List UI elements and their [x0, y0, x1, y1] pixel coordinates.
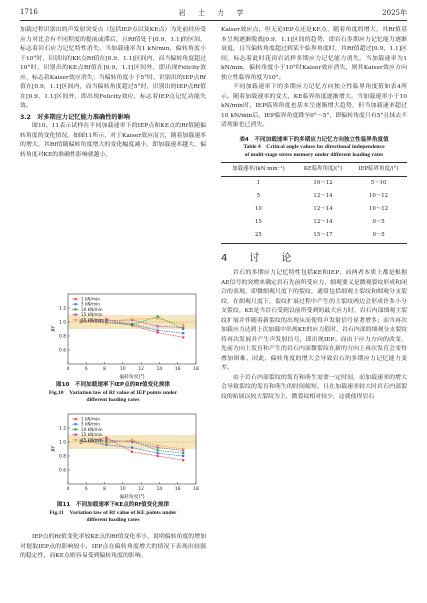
data-point [105, 322, 107, 324]
table-row [221, 190, 407, 203]
y-axis-label: Rf [52, 326, 57, 332]
data-point [157, 452, 159, 454]
legend-label: 25 kN/min [81, 437, 103, 443]
section-heading-4: 4 讨 论 [221, 252, 298, 264]
caption-en: different loading rates [86, 397, 140, 403]
table-cell: 10～12 [369, 206, 389, 213]
running-header [20, 6, 407, 21]
left-column-bottom [20, 533, 206, 562]
y-tick-label: 0.6 [59, 468, 66, 474]
legend-marker [74, 418, 76, 420]
y-tick-label: 1.0 [59, 440, 66, 446]
rf-ke-line-chart [50, 410, 200, 500]
data-point [182, 336, 184, 338]
legend-marker [74, 298, 76, 300]
legend-marker [74, 428, 76, 430]
x-tick-label: 8 [103, 367, 106, 372]
table-header: 加载速率/(kN·min⁻¹) [221, 163, 296, 177]
table-row [221, 177, 407, 191]
legend-label: 15 kN/min [81, 432, 103, 438]
paragraph: 岩石的多期应力记忆特性包括KE和IEP，而两者本质上都是根据AE信号的突增来确定岩石先前所受应力，细观要义是微观裂纹形成和闭合的表现，即微细观尺度下的裂纹，通常包括细观主裂纹和细观分支裂纹，在细观尺度下，裂纹扩展过程中产生的主裂纹两边会形成许多小分支裂纹。KE是当岩石受到以前所受到的最大应力时，岩石内部细观主裂纹扩展并伴随着新裂纹的出现从而使得声发射信号显著增多；而当再次加载应力达到上次加载中出现KE的应力值时，岩石内部的细观分支裂纹将再次发展并产生声发射信号，即出现IEP。而由于应力方向的改变，先前方向上发育和产生的岩石内部微裂纹在新的方向上再次发育会变得叠加困难。因此，偏转角度的增大会导致岩石的多期应力记忆能力变差。 [221, 270, 407, 372]
figure-11-chart [50, 410, 200, 500]
x-tick-label: 4 [66, 367, 70, 372]
data-point [131, 447, 133, 449]
legend-label: 5 kN/min [81, 301, 100, 307]
x-tick-label: 8 [103, 487, 106, 492]
caption-cn: 图11 不同加载速率下KE点的Rf值变化规律 [56, 502, 170, 508]
data-point [182, 459, 184, 461]
legend-marker [74, 434, 76, 436]
data-point [182, 455, 184, 457]
table-4-title [221, 137, 407, 160]
data-point [182, 332, 184, 334]
x-tick-label: 12 [138, 487, 144, 492]
table-cell: 15 [254, 219, 262, 226]
paragraph: 由于岩石内部裂纹的发育和萌生需要一定时间，而加载速率的增大会导致裂纹的发育和萌生的时间缩短，且在加载速率较大时岩石内部裂纹的拓展以较大裂纹为主，微裂纹相对较少，这就使得岩石 [221, 374, 407, 400]
legend-marker [74, 423, 76, 425]
data-point [157, 449, 159, 451]
table-cell: 15～17 [296, 229, 350, 243]
y-axis-label: Rf [52, 446, 57, 452]
x-tick-label: 14 [156, 367, 163, 372]
x-tick-label: 6 [84, 367, 88, 372]
data-point [157, 447, 159, 449]
table-title-cn: 表4 不同加载速率下的多期应力记忆方向独立性临界角度值 [239, 136, 389, 143]
y-tick-label: 1.2 [59, 306, 66, 312]
table-cell: 10～12 [369, 192, 389, 199]
x-tick-label: 16 [174, 367, 181, 372]
data-point [182, 452, 184, 454]
x-tick-label: 4 [66, 487, 70, 492]
table-4 [221, 162, 407, 244]
figure-10-chart [50, 290, 200, 380]
figure-10-caption [20, 382, 206, 405]
x-tick-label: 10 [120, 487, 126, 492]
rf-iep-line-chart [50, 290, 200, 380]
y-tick-label: 0.8 [59, 334, 66, 340]
x-tick-label: 10 [120, 367, 126, 372]
paragraph: IEP点的Rf值变化率较KE点的Rf值变化率小，说明偏转角度的增加对提取IEP点的影响较小，IEP点在偏转角度增大的情况下表现出较强的稳定性，而KE点则容易受到偏转角度的影响。 [20, 534, 206, 559]
x-tick-label: 12 [138, 367, 144, 372]
caption-cn: 图10 不同加载速率下IEP点的Rf值变化规律 [55, 382, 171, 388]
x-tick-label: 16 [174, 487, 181, 492]
x-tick-label: 18 [193, 487, 199, 492]
x-tick-label: 6 [84, 487, 88, 492]
section-heading-3-2: 3.2 对多期应力记忆能力准确性的影响 [20, 113, 130, 121]
table-cell: 0～5 [372, 219, 385, 226]
left-column-top [20, 26, 206, 160]
legend-label: 5 kN/min [81, 421, 100, 427]
figure-11-caption [20, 502, 206, 525]
x-tick-label: 18 [193, 367, 199, 372]
caption-en: Fig.10 Variation law of Rf value of IEP points under [48, 389, 178, 396]
table-cell: 25 [221, 229, 296, 243]
table-cell: 10 [254, 206, 262, 213]
legend-marker [74, 303, 76, 305]
caption-en: Fig.11 Variation law of Rf value of KE points under [49, 509, 177, 516]
paragraph: Kaiser效应点，但无论IEP点还是KE点，随着角度的增大，其Rf值基本呈现逐渐脱离[0.9，1.1]区间的趋势，即岩石多期应力记忆能力逐渐衰退，且当偏转角度超过到某个临界角度时，其Rf值超过[0.9，1.1]区间，标志着此时花岗岩试样多期应力记忆能力消失。当加载速率为1 kN/min，偏转角度小于10°时Kaiser效应消失，则其Kaiser效应方向独立性临界角度为10°。 [221, 27, 407, 81]
legend-label: 15 kN/min [81, 312, 103, 318]
y-tick-label: 1.2 [59, 426, 66, 432]
legend-label: 25 kN/min [81, 317, 103, 323]
data-point [131, 441, 133, 443]
table-title-en: Table 4 Critical angle values for directional independence [243, 144, 385, 150]
legend-marker [74, 319, 76, 321]
data-point [182, 327, 184, 329]
data-point [182, 324, 184, 326]
table-cell: 1 [256, 179, 261, 186]
data-point [157, 455, 159, 457]
page-number: 1716 [20, 8, 38, 16]
publication-year: 2025年 [382, 9, 407, 17]
table-title-en: of multi-stage stress memory under different loading rates [244, 151, 384, 158]
data-point [157, 329, 159, 331]
table-cell: 0～5 [350, 229, 407, 243]
x-axis-label: 偏转角度(°) [119, 495, 145, 500]
table-row [221, 203, 407, 216]
caption-en: different loading rates [86, 517, 140, 523]
data-point [157, 325, 159, 327]
data-point [131, 439, 133, 441]
journal-title: 岩 土 力 学 [178, 9, 249, 17]
legend-marker [74, 314, 76, 316]
table-cell: 12～14 [313, 206, 333, 213]
paragraph: 图10、11表示试样在不同加载速率下的IEP点和KE点的Rf值随偏转角度的变化情况。如图11所示，对于Kaiser效应而言，随着加载速率的增大，其Rf值随偏转角度增大的变化幅度减小，即加载速率越大，偏转角度对KE的准确性影响就越小。 [20, 123, 206, 158]
y-tick-label: 0.6 [59, 348, 66, 354]
x-axis-label: 偏转角度(°) [119, 375, 145, 380]
table-row [221, 229, 407, 243]
table-cell: 12～14 [313, 192, 333, 199]
data-point [131, 451, 133, 453]
legend-marker [74, 308, 76, 310]
table-cell: 5～10 [370, 179, 387, 186]
data-point [105, 439, 107, 441]
legend-label: 10 kN/min [81, 306, 103, 312]
paragraph: 不同加载速率下的多期应力记忆方向独立性临界角度值如表4所示。随着加载速率的变大，KE临界角度逐渐增大。当加载速率小于10 kN/min时，IEP临界角度也基本呈逐渐增大趋势，但当加载速率超过10 kN/min后，IEP临界角度降至0°～5°，即偏转角度只有5°且抹去不清现象也已消失。 [221, 84, 407, 128]
right-column [221, 26, 407, 402]
data-point [157, 315, 159, 317]
table-header: IEP临界角度/(°) [350, 163, 407, 177]
table-header: KE临界角度/(°) [296, 163, 350, 177]
table-cell: 10～12 [313, 179, 333, 186]
table-cell: 5 [256, 192, 261, 199]
table-cell: 12～14 [313, 219, 333, 226]
x-tick-label: 14 [156, 487, 163, 492]
table-row [221, 216, 407, 229]
legend-label: 1 kN/min [81, 296, 100, 302]
data-point [105, 442, 107, 444]
data-point [157, 444, 159, 446]
legend-label: 10 kN/min [81, 426, 103, 432]
data-point [157, 331, 159, 333]
paragraph: 加载过程识别出的声发射突变点（包括IEP点以及KE点）为先前经历受应力对比会有不同程度的提前或滞后，且Rf值处于[0.9，1.1]的区间，标志着岩石应力记忆特性消失。当加载速率为1 kN/min，偏转角度小于10°时，识别出的KE点Rf值在[0.9，1.1]区间内，而当偏转角度超过10°时，识别出的KE点Rf值在[0.9，1.1]区间外，即出现Felicity效应，标志着Kaiser效应消失；当偏转角度小于5°时，识别出的IEP点Rf值在[0.9，1.1]区间内，而当偏转角度超过5°时，识别出的IEP点Rf值在[0.9，1.1]区间外，即出现Felicity效应，标志着IEP点记忆功能失效。 [20, 27, 206, 109]
data-point [131, 318, 133, 320]
data-point [105, 437, 107, 439]
data-point [182, 448, 184, 450]
y-tick-label: 1.0 [59, 320, 66, 326]
legend-label: 1 kN/min [81, 416, 100, 422]
y-tick-label: 0.8 [59, 454, 66, 460]
data-point [157, 317, 159, 319]
legend-marker [74, 439, 76, 441]
data-point [105, 320, 107, 322]
data-point [131, 324, 133, 326]
